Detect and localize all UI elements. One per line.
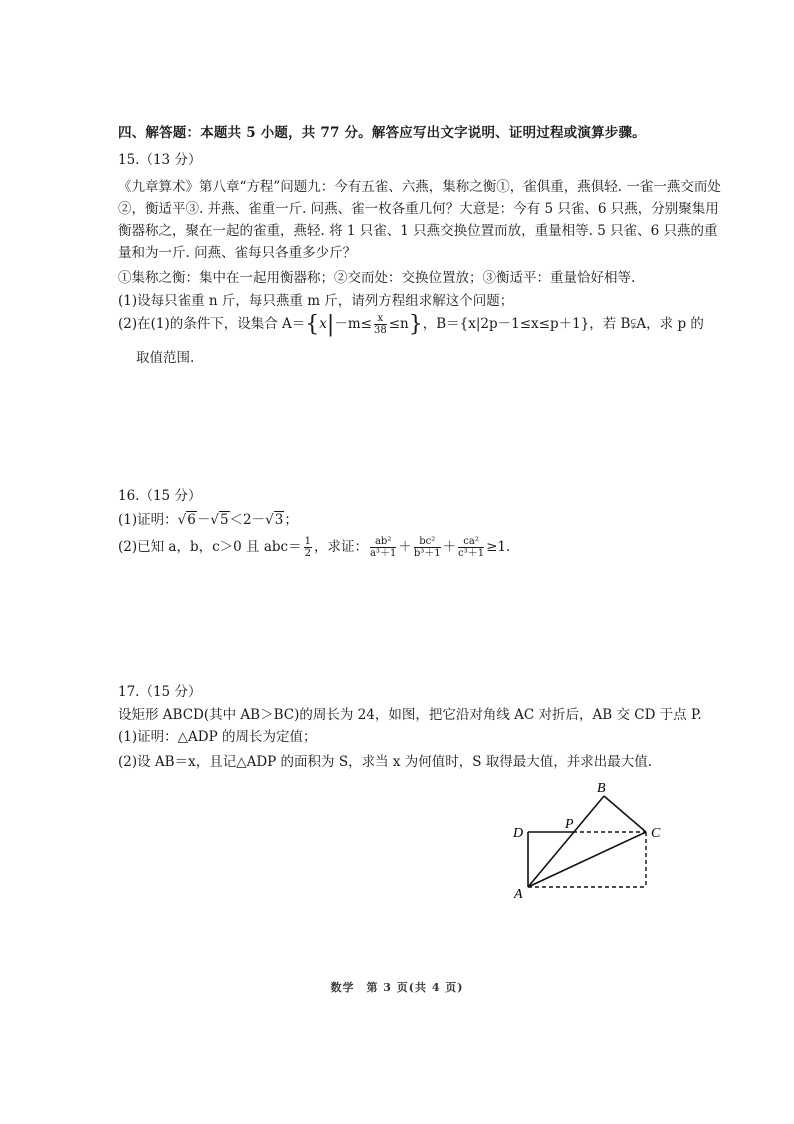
page-footer: 数学 第 3 页(共 4 页) bbox=[330, 981, 464, 994]
q15-part-1: (1)设每只雀重 n 斤，每只燕重 m 斤，请列方程组求解这个问题； bbox=[118, 293, 514, 309]
fraction-x-over-38: $\frac{x}{38}$ bbox=[373, 312, 387, 336]
right-brace: } bbox=[408, 312, 423, 337]
q15-line-1: 《九章算术》第八章“方程”问题九：今有五雀、六燕，集称之衡①，雀俱重，燕俱轻. 一雀一燕交而处 bbox=[118, 179, 721, 195]
q16-part-2-prefix: (2)已知 a，b，c＞0 且 abc＝ bbox=[118, 539, 302, 555]
label-b: B bbox=[597, 781, 606, 796]
q16-end: ； bbox=[284, 512, 298, 528]
set-bar: | bbox=[326, 312, 335, 337]
label-a: A bbox=[514, 887, 523, 902]
q15-number: 15.（13 分） bbox=[118, 152, 202, 168]
q16-part-1: (1)证明：√6－√5＜2－√3； bbox=[118, 512, 298, 528]
q17-part-1: (1)证明：△ADP 的周长为定值； bbox=[118, 729, 317, 745]
q15-part-2-prefix: (2)在(1)的条件下，设集合 A＝ bbox=[118, 316, 306, 332]
q15-part-2-tail: 取值范围. bbox=[136, 350, 195, 366]
fraction-2: $\frac{\text{bc²}}{\text{b³＋1}}$ bbox=[413, 535, 441, 559]
sqrt-5: √5 bbox=[210, 512, 229, 528]
q15-line-3: 衡器称之，聚在一起的雀重，燕轻. 将 1 只雀、1 只燕交换位置而放，重量相等. 5 只雀、6 只燕的重 bbox=[118, 223, 718, 239]
segment-ac bbox=[528, 832, 646, 887]
label-p: P bbox=[565, 817, 574, 832]
section-header: 四、解答题：本题共 5 小题，共 77 分。解答应写出文字说明、证明过程或演算步骤。 bbox=[118, 125, 646, 141]
q15-note: ①集称之衡：集中在一起用衡器称；②交而处：交换位置放；③衡适平：重量恰好相等. bbox=[118, 270, 636, 286]
q17-number: 17.（15 分） bbox=[118, 684, 202, 700]
label-d: D bbox=[513, 826, 524, 841]
set-a-cond-post: ≤n bbox=[388, 316, 409, 332]
set-a-var: x bbox=[319, 316, 327, 332]
left-brace: { bbox=[305, 312, 320, 337]
sqrt-6: √6 bbox=[177, 512, 196, 528]
label-c: C bbox=[651, 826, 661, 841]
q15-line-2: ②，衡适平③. 并燕、雀重一斤. 问燕、雀一枚各重几何？大意是：今有 5 只雀、6 只燕，分别聚集用 bbox=[118, 201, 719, 217]
q16-number: 16.（15 分） bbox=[118, 488, 202, 504]
q15-line-4: 量和为一斤. 问燕、雀每只各重多少斤？ bbox=[118, 245, 357, 261]
q17-line-1: 设矩形 ABCD(其中 AB＞BC)的周长为 24，如图，把它沿对角线 AC 对折后，AB 交 CD 于点 P. bbox=[118, 707, 702, 723]
q16-mid: ＜2－ bbox=[229, 512, 266, 528]
sqrt-3: √3 bbox=[265, 512, 284, 528]
q15-part-2 bbox=[118, 312, 704, 337]
q17-part-2: (2)设 AB＝x，且记△ADP 的面积为 S，求当 x 为何值时，S 取得最大值，并求出最大值. bbox=[118, 754, 653, 770]
fraction-3: $\frac{\text{ca²}}{\text{c³＋1}}$ bbox=[458, 535, 485, 559]
q16-part-2-mid: ，求证： bbox=[313, 539, 368, 555]
set-b: ，B＝{x|2p－1≤x≤p＋1}，若 B⫋A，求 p 的 bbox=[422, 316, 704, 332]
q16-part-2: (2)已知 a，b，c＞0 且 abc＝ $\frac{1}{2}$ ，求证： $\frac{\text{ab²}}{\text{a³＋1}}$ ＋ $\frac{\text{bc²}}{\text{b³＋1}}$ ＋ $\frac{\text{ca²}}{\text{c³＋1}}$ ≥1. bbox=[118, 535, 511, 559]
fraction-1: $\frac{\text{ab²}}{\text{a³＋1}}$ bbox=[369, 535, 397, 559]
q16-part-1-prefix: (1)证明： bbox=[118, 512, 178, 528]
fraction-one-half: $\frac{1}{2}$ bbox=[304, 535, 311, 559]
segment-ab bbox=[528, 796, 604, 887]
q16-part-2-end: ≥1. bbox=[486, 539, 511, 555]
folded-rectangle-diagram bbox=[500, 772, 690, 902]
set-a-cond-pre: －m≤ bbox=[334, 316, 372, 332]
segment-bc bbox=[604, 796, 646, 832]
